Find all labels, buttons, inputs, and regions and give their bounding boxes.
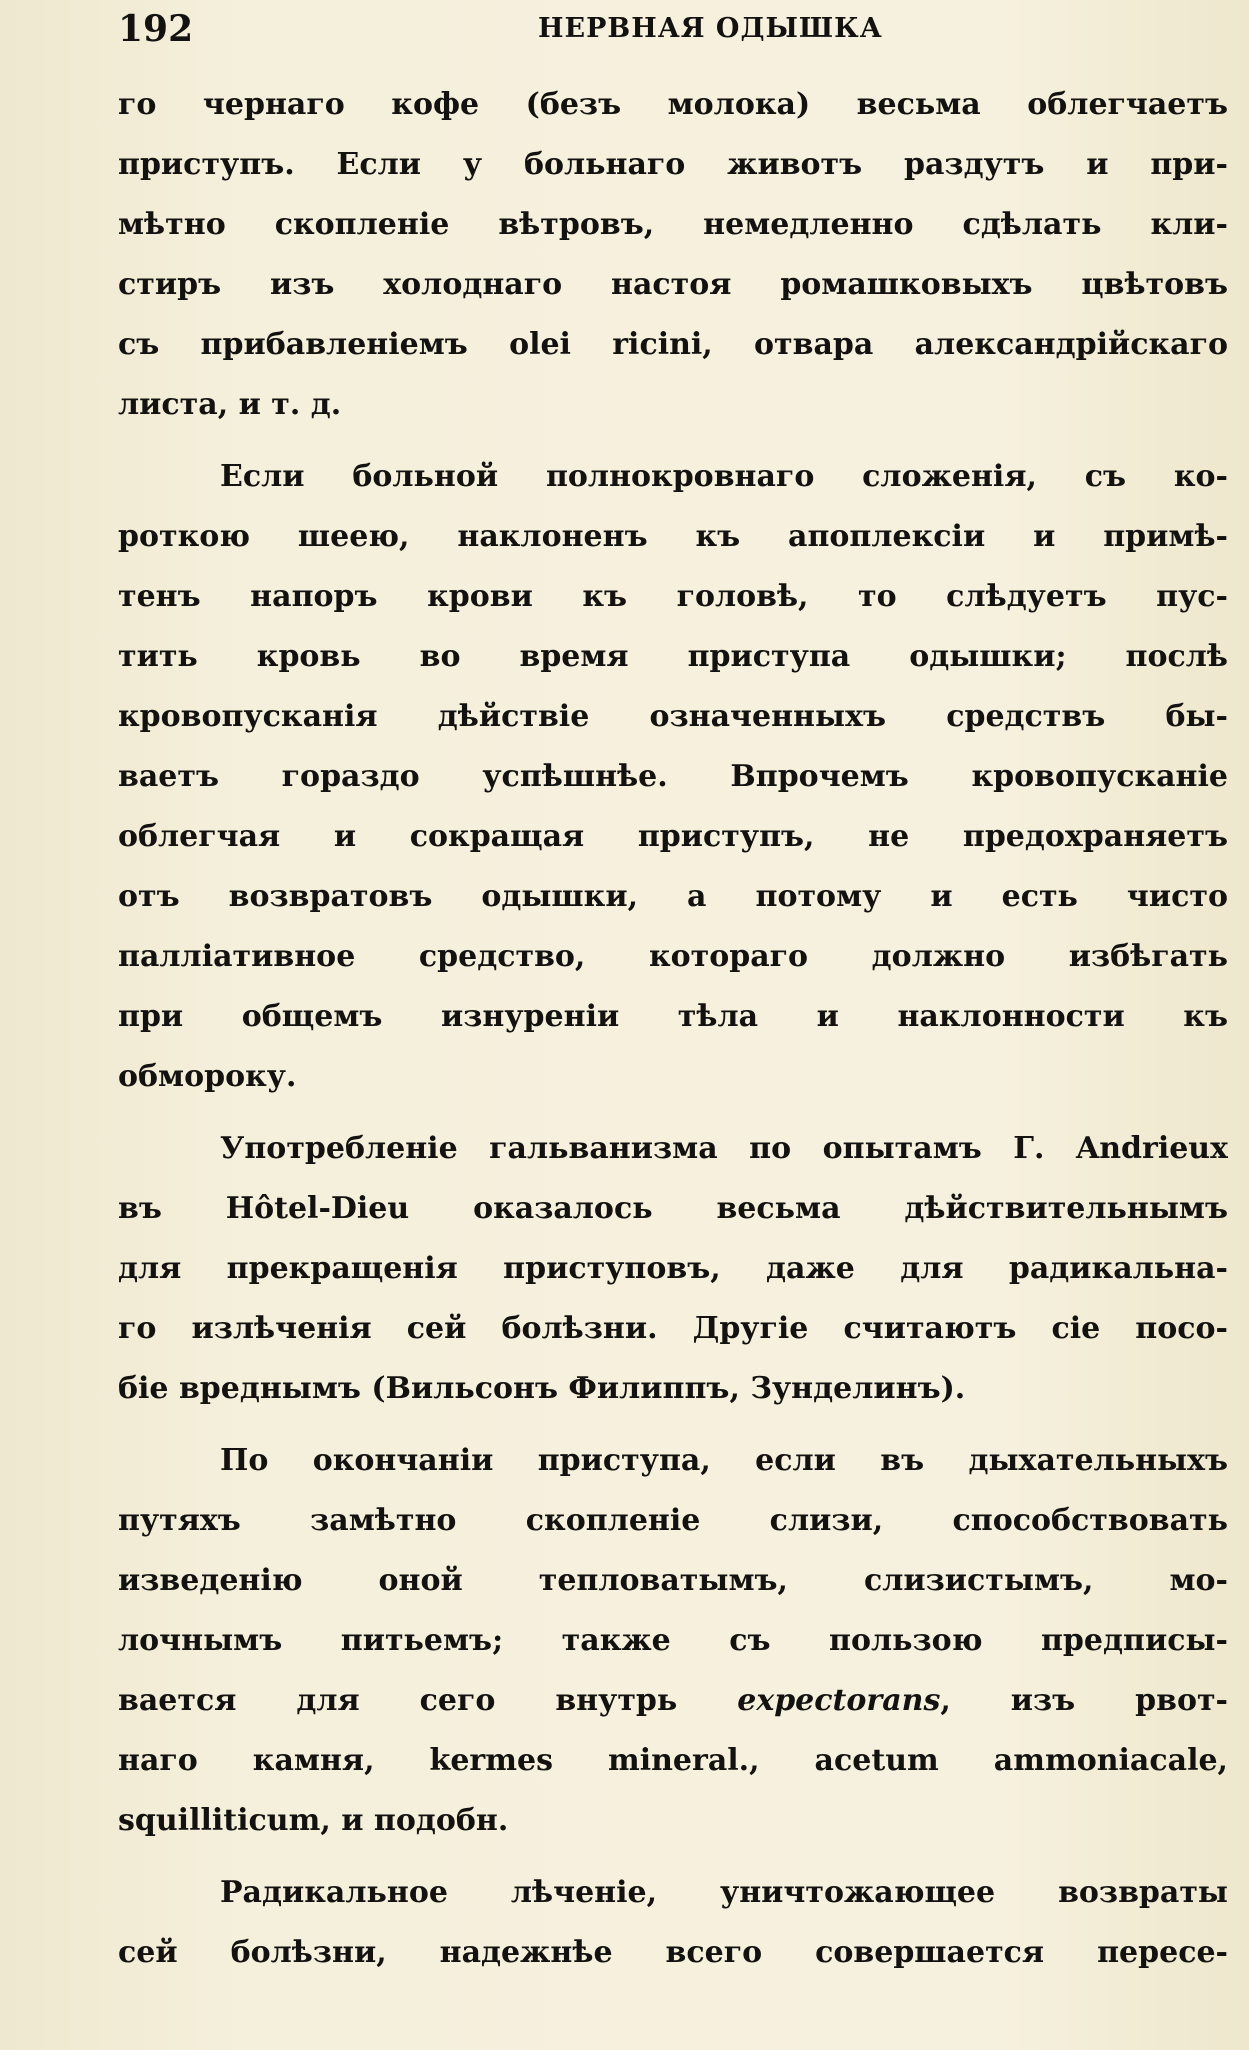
text-line: наго камня, kermes mineral., acetum ammoniacale, <box>118 1743 1228 1778</box>
latin-term-italic: expectorans <box>737 1683 941 1718</box>
body-text <box>118 75 1228 1983</box>
text-line: мѣтно скопленіе вѣтровъ, немедленно сдѣлать кли- <box>118 207 1228 242</box>
text-line: Если больной полнокровнаго сложенія, съ ко- <box>220 459 1228 494</box>
text-line: отъ возвратовъ одышки, а потому и есть чисто <box>118 879 1228 914</box>
text-line: путяхъ замѣтно скопленіе слизи, способствовать <box>118 1503 1228 1538</box>
text-line: По окончаніи приступа, если въ дыхательныхъ <box>220 1443 1228 1478</box>
text-line: палліативное средство, котораго должно избѣгать <box>118 939 1228 974</box>
text-line: листа, и т. д. <box>118 387 342 422</box>
running-head: НЕРВНАЯ ОДЫШКА <box>538 13 883 44</box>
paragraph-4 <box>118 1431 1228 1851</box>
paragraph-5 <box>118 1863 1228 1983</box>
text-line: біе вреднымъ (Вильсонъ Филиппъ, Зунделинъ). <box>118 1371 966 1406</box>
paragraph-1 <box>118 75 1228 435</box>
text-line: лочнымъ питьемъ; также съ пользою предписы- <box>118 1623 1228 1658</box>
text-line: для прекращенія приступовъ, даже для радикальна- <box>118 1251 1228 1286</box>
text-line: стиръ изъ холоднаго настоя ромашковыхъ цвѣтовъ <box>118 267 1228 302</box>
text-line: съ прибавленіемъ olei ricini, отвара александрійскаго <box>118 327 1228 362</box>
text-line: сей болѣзни, надежнѣе всего совершается пересе- <box>118 1935 1228 1970</box>
page-number: 192 <box>118 8 194 50</box>
text-fragment: вается для сего внутрь <box>118 1683 678 1718</box>
text-line: тенъ напоръ крови къ головѣ, то слѣдуетъ пус- <box>118 579 1228 614</box>
text-line: приступъ. Если у больнаго животъ раздутъ и при- <box>118 147 1228 182</box>
text-line: тить кровь во время приступа одышки; послѣ <box>118 639 1228 674</box>
text-line: при общемъ изнуреніи тѣла и наклонности къ <box>118 999 1228 1034</box>
text-line: роткою шеею, наклоненъ къ апоплексіи и примѣ- <box>118 519 1228 554</box>
paragraph-2 <box>118 447 1228 1107</box>
text-line: облегчая и сокращая приступъ, не предохраняетъ <box>118 819 1228 854</box>
text-line: въ Hôtel-Dieu оказалось весьма дѣйствительнымъ <box>118 1191 1228 1226</box>
paragraph-3 <box>118 1119 1228 1419</box>
text-line: го излѣченія сей болѣзни. Другіе считаютъ сіе посо- <box>118 1311 1228 1346</box>
text-line: squilliticum, и подобн. <box>118 1803 509 1838</box>
text-line: Радикальное лѣченіе, уничтожающее возвраты <box>220 1875 1228 1910</box>
text-line: обмороку. <box>118 1059 297 1094</box>
text-line: го чернаго кофе (безъ молока) весьма облегчаетъ <box>118 87 1228 122</box>
text-line: кровопусканія дѣйствіе означенныхъ средствъ бы- <box>118 699 1228 734</box>
text-line: изведенію оной тепловатымъ, слизистымъ, мо- <box>118 1563 1228 1598</box>
page-header <box>118 4 1228 54</box>
text-line: Употребленіе гальванизма по опытамъ Г. Andrieux <box>220 1131 1228 1166</box>
text-fragment: , изъ рвот- <box>940 1683 1228 1718</box>
text-line-with-italic <box>118 1671 1228 1731</box>
text-line: ваетъ гораздо успѣшнѣе. Впрочемъ кровопусканіе <box>118 759 1228 794</box>
